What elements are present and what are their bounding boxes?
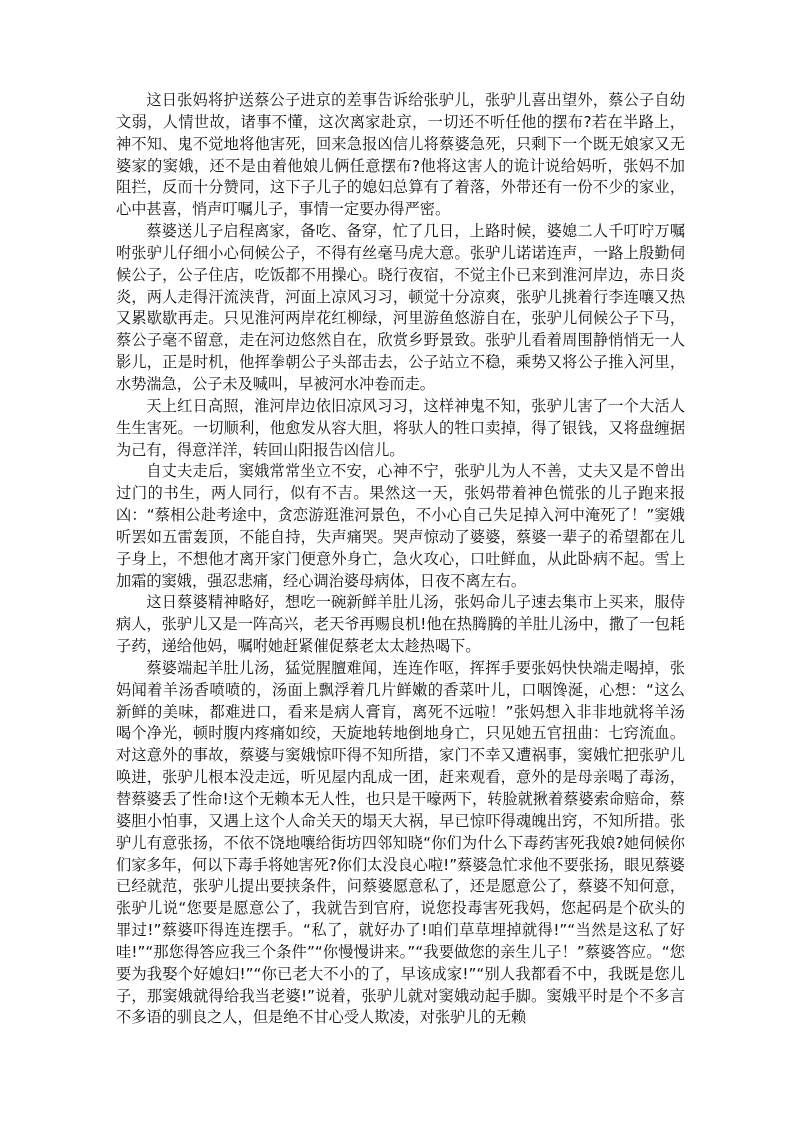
paragraph-5: 这日蔡婆精神略好，想吃一碗新鲜羊肚儿汤，张妈命儿子速去集市上买来，服侍病人，张驴儿又是一阵高兴，老天爷再赐良机!他在热腾腾的羊肚儿汤中，撒了一包耗子药，递给他妈，嘱咐她赶紧催促蔡老太太趁热喝下。 — [116, 593, 685, 656]
paragraph-2: 蔡婆送儿子启程离家，备吃、备穿，忙了几日，上路时候，婆媳二人千叮咛万嘱咐张驴儿仔细小心伺候公子，不得有丝毫马虎大意。张驴儿诺诺连声，一路上殷勤伺候公子，公子住店，吃饭都不用操心。晓行夜宿，不觉主仆已来到淮河岸边，赤日炎炎，两人走得汗流浃背，河面上凉风习习，顿觉十分凉爽，张驴儿挑着行李连嚷又热又累歇歇再走。只见淮河两岸花红柳绿，河里游鱼悠游自在，张驴儿伺候公子下马，蔡公子毫不留意，走在河边悠然自在，欣赏乡野景致。张驴儿看着周围静悄悄无一人影儿，正是时机，他挥拳朝公子头部击去，公子站立不稳，乘势又将公子推入河里，水势湍急，公子未及喊叫，早被河水冲卷而走。 — [116, 222, 685, 393]
document-body — [116, 90, 685, 1029]
paragraph-4: 自丈夫走后，窦娥常常坐立不安，心神不宁，张驴儿为人不善，丈夫又是不曾出过门的书生，两人同行，似有不吉。果然这一天，张妈带着神色慌张的儿子跑来报凶：“蔡相公赴考途中，贪恋游逛淮河景色，不小心自己失足掉入河中淹死了！”窦娥听罢如五雷轰顶，不能自持，失声痛哭。哭声惊动了婆婆，蔡婆一辈子的希望都在儿子身上，不想他才离开家门便意外身亡，急火攻心，口吐鲜血，从此卧病不起。雪上加霜的窦娥，强忍悲痛，经心调治婆母病体，日夜不离左右。 — [116, 462, 685, 590]
paragraph-1: 这日张妈将护送蔡公子进京的差事告诉给张驴儿，张驴儿喜出望外，蔡公子自幼文弱，人情世故，诸事不懂，这次离家赴京，一切还不听任他的摆布?若在半路上，神不知、鬼不觉地将他害死，回来急报凶信儿将蔡婆急死，只剩下一个既无娘家又无婆家的窦娥，还不是由着他娘儿俩任意摆布?他将这害人的诡计说给妈听，张妈不加阻拦，反而十分赞同，这下子儿子的媳妇总算有了着落，外带还有一份不少的家业，心中甚喜，悄声叮嘱儿子，事情一定要办得严密。 — [116, 91, 685, 219]
paragraph-6: 蔡婆端起羊肚儿汤，猛觉腥膻难闻，连连作呕，挥挥手要张妈快快端走喝掉，张妈闻着羊汤香喷喷的，汤面上飘浮着几片鲜嫩的香菜叶儿，口咽馋涎，心想：“这么新鲜的美味，都难进口，看来是病人膏肓，离死不远啦！”张妈想入非非地就将羊汤喝个净光，顿时腹内疼痛如绞，天旋地转地倒地身亡，只见她五官扭曲：七窍流血。对这意外的事故，蔡婆与窦娥惊吓得不知所措，家门不幸又遭祸事，窦娥忙把张驴儿唤进，张驴儿根本没走远，听见屋内乱成一团，赶来观看，意外的是母亲喝了毒汤，替蔡婆丢了性命!这个无赖本无人性，也只是干嚎两下，转脸就揪着蔡婆索命赔命，蔡婆胆小怕事，又遇上这个人命关天的塌天大祸，早已惊吓得魂魄出窍，不知所措。张驴儿有意张扬，不依不饶地嚷给街坊四邻知晓“你们为什么下毒药害死我娘?她伺候你们家多年，何以下毒手将她害死?你们太没良心啦!”蔡婆急忙求他不要张扬，眼见蔡婆已经就范，张驴儿提出要挟条件，问蔡婆愿意私了，还是愿意公了，蔡婆不知何意，张驴儿说“您要是愿意公了，我就告到官府，说您投毒害死我妈，您起码是个砍头的罪过!”蔡婆吓得连连摆手。“私了，就好办了!咱们草草埋掉就得!”“当然是这私了好哇!”“那您得答应我三个条件”“你慢慢讲来。”“我要做您的亲生儿子！”蔡婆答应。“您要为我娶个好媳妇!”“你已老大不小的了，早该成家!”“别人我都看不中，我既是您儿子，那窦娥就得给我当老婆!”说着，张驴儿就对窦娥动起手脚。窦娥平时是个不多言不多语的驯良之人，但是绝不甘心受人欺凌，对张驴儿的无赖 — [116, 658, 685, 1027]
paragraph-3: 天上红日高照，淮河岸边依旧凉风习习，这样神鬼不知，张驴儿害了一个大活人生生害死。一切顺利，他愈发从容大胆，将驮人的牲口卖掉，得了银钱，又将盘缠据为己有，得意洋洋，转回山阳报告凶信儿。 — [116, 396, 685, 459]
